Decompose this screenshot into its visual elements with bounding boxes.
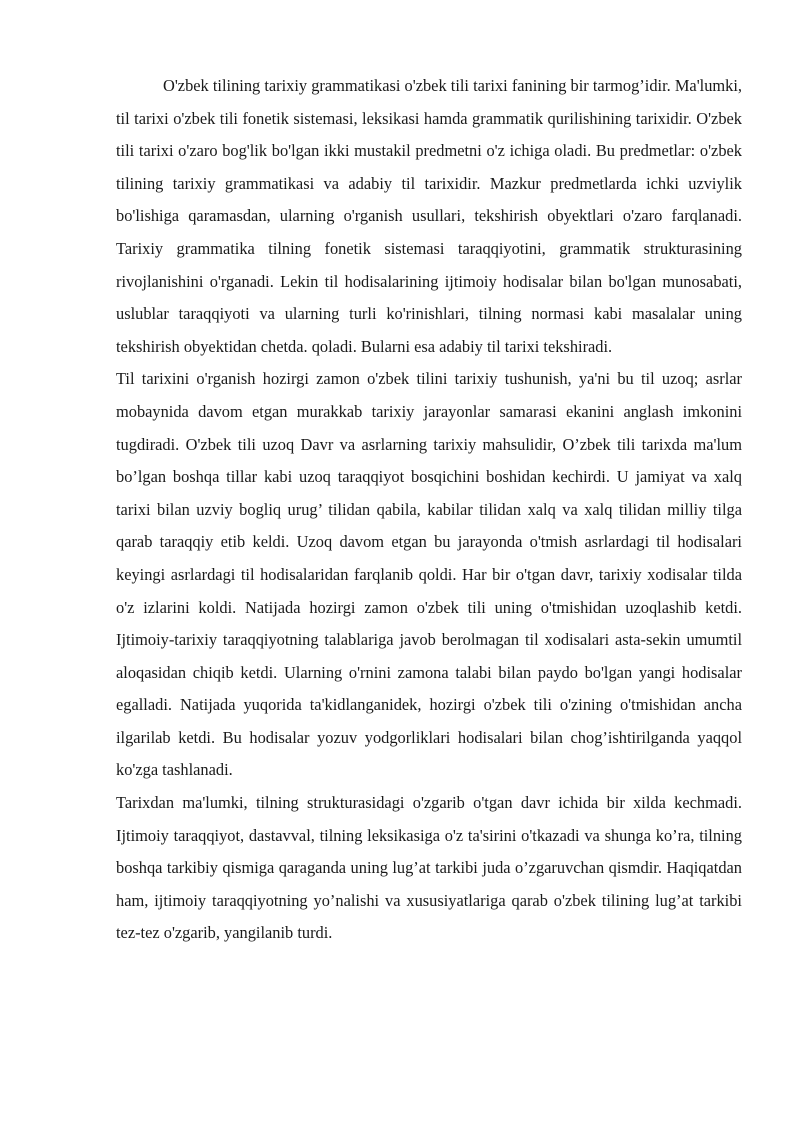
paragraph-2: Til tarixini o'rganish hozirgi zamon o'zbek tilini tarixiy tushunish, ya'ni bu til uzoq; asrlar mobaynida davom etgan murakkab tarixiy jarayonlar samarasi ekanini anglash imkonini tugdiradi. O'zbek tili uzoq Davr va asrlarning tarixiy mahsulidir, O’zbek tili tarixda ma'lum bo’lgan boshqa tillar kabi uzoq taraqqiyot bosqichini boshidan kechirdi. U jamiyat va xalq tarixi bilan uzviy bogliq urug’ tilidan qabila, kabilar tilidan xalq va xalq tilidan milliy tilga qarab taraqqiy etib keldi. Uzoq davom etgan bu jarayonda o'tmish asrlardagi til hodisalari keyingi asrlardagi til hodisalaridan farqlanib qoldi. Har bir o'tgan davr, tarixiy xodisalar tilda o'z izlarini koldi. Natijada hozirgi zamon o'zbek tili uning o'tmishidan uzoqlashib ketdi. Ijtimoiy-tarixiy taraqqiyotning talablariga javob berolmagan til xodisalari asta-sekin umumtil aloqasidan chiqib ketdi. Ularning o'rnini zamona talabi bilan paydo bo'lgan yangi hodisalar egalladi. Natijada yuqorida ta'kidlanganidek, hozirgi o'zbek tili o'zining o'tmishidan ancha ilgarilab ketdi. Bu hodisalar yozuv yodgorliklari hodisalari bilan chog’ishtirilganda yaqqol ko'zga tashlanadi. [116,369,742,780]
document-page [116,70,742,950]
paragraph-1: O'zbek tilining tarixiy grammatikasi o'zbek tili tarixi fanining bir tarmog’idir. Ma'lumki, til tarixi o'zbek tili fonetik sistemasi, leksikasi hamda grammatik qurilishining tarixidir. O'zbek tili tarixi o'zaro bog'lik bo'lgan ikki mustakil predmetni o'z ichiga oladi. Bu predmetlar: o'zbek tilining tarixiy grammatikasi va adabiy til tarixidir. Mazkur predmetlarda ichki uzviylik bo'lishiga qaramasdan, ularning o'rganish usullari, tekshirish obyektlari o'zaro farqlanadi. Tarixiy grammatika tilning fonetik sistemasi taraqqiyotini, grammatik strukturasining rivojlanishini o'rganadi. Lekin til hodisalarining ijtimoiy hodisalar bilan bo'lgan munosabati, uslublar taraqqiyoti va ularning turli ko'rinishlari, tilning normasi kabi masalalar uning tekshirish obyektidan chetda. qoladi. Bularni esa adabiy til tarixi tekshiradi. [116,76,742,356]
paragraph-3: Tarixdan ma'lumki, tilning strukturasidagi o'zgarib o'tgan davr ichida bir xilda kechmadi. Ijtimoiy taraqqiyot, dastavval, tilning leksikasiga o'z ta'sirini o'tkazadi va shunga ko’ra, tilning boshqa tarkibiy qismiga qaraganda uning lug’at tarkibi juda o’zgaruvchan qismdir. Haqiqatdan ham, ijtimoiy taraqqiyotning yo’nalishi va xususiyatlariga qarab o'zbek tilining lug’at tarkibi tez-tez o'zgarib, yangilanib turdi. [116,793,742,943]
